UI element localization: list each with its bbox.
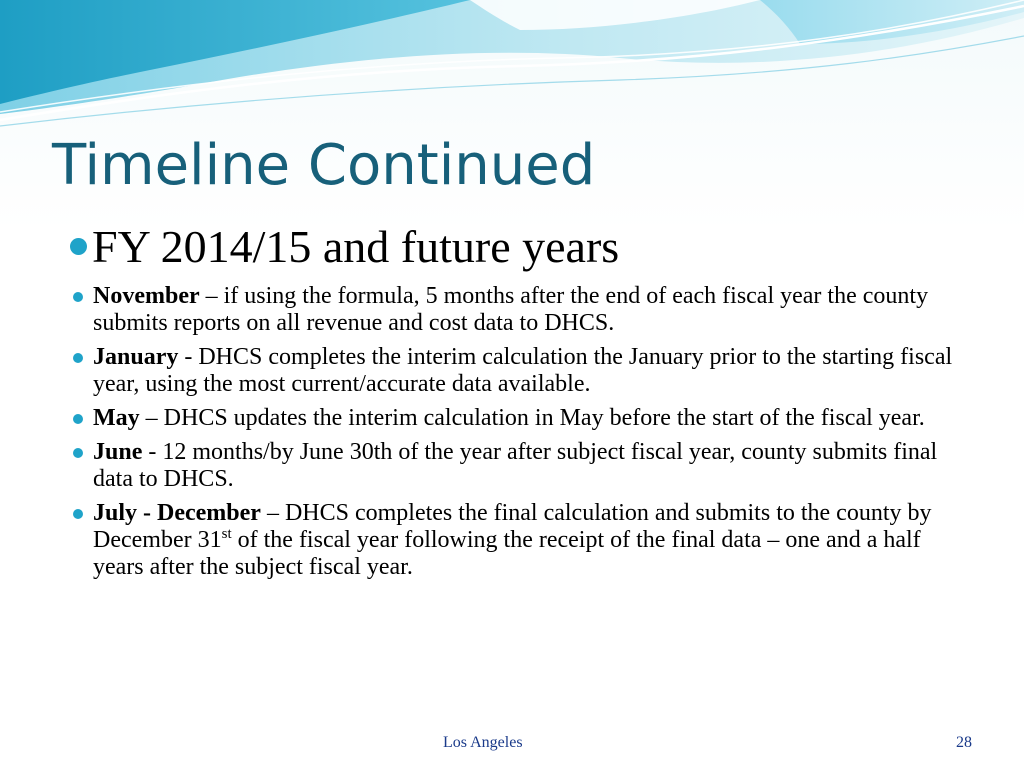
item-label: May: [93, 405, 140, 431]
timeline-item-july-december: [68, 500, 968, 581]
item-label: June: [93, 439, 143, 465]
header-wave-decoration: [0, 0, 1024, 130]
item-superscript: st: [221, 526, 232, 542]
timeline-item-january: [68, 344, 968, 398]
timeline-list: [68, 283, 968, 581]
timeline-item-may: [68, 405, 968, 432]
bullet-dot-icon: [73, 509, 83, 519]
bullet-dot-icon: [70, 238, 87, 255]
main-bullet: [68, 215, 968, 279]
timeline-item-november: [68, 283, 968, 337]
item-label: November: [93, 283, 200, 309]
item-text: – DHCS updates the interim calculation in May before the start of the fiscal year.: [139, 405, 925, 431]
item-label: January: [93, 344, 179, 370]
item-text: – DHCS completes the final calculation and submits to the county by December 31: [93, 500, 932, 553]
item-text: - 12 months/by June 30th of the year after subject fiscal year, county submits final data to DHCS.: [93, 439, 938, 492]
bullet-dot-icon: [73, 414, 83, 424]
item-label-december: December: [157, 500, 261, 526]
main-bullet-text: FY 2014/15 and future years: [92, 221, 620, 272]
item-label-july: July: [93, 500, 138, 526]
footer-page-number: 28: [956, 734, 972, 751]
timeline-item-june: [68, 439, 968, 493]
bullet-dot-icon: [73, 448, 83, 458]
footer-location: Los Angeles: [443, 734, 523, 751]
item-text-continued: of the fiscal year following the receipt of the final data – one and a half years after the subject fiscal year.: [93, 527, 921, 580]
bullet-dot-icon: [73, 292, 83, 302]
item-text: – if using the formula, 5 months after the end of each fiscal year the county submits reports on all revenue and cost data to DHCS.: [93, 283, 929, 336]
item-label-separator: -: [137, 500, 158, 526]
slide-body: [68, 215, 968, 588]
slide-title: Timeline Continued: [52, 133, 596, 198]
item-text: - DHCS completes the interim calculation the January prior to the starting fiscal year, using the most current/accurate data available.: [93, 344, 953, 397]
bullet-dot-icon: [73, 353, 83, 363]
